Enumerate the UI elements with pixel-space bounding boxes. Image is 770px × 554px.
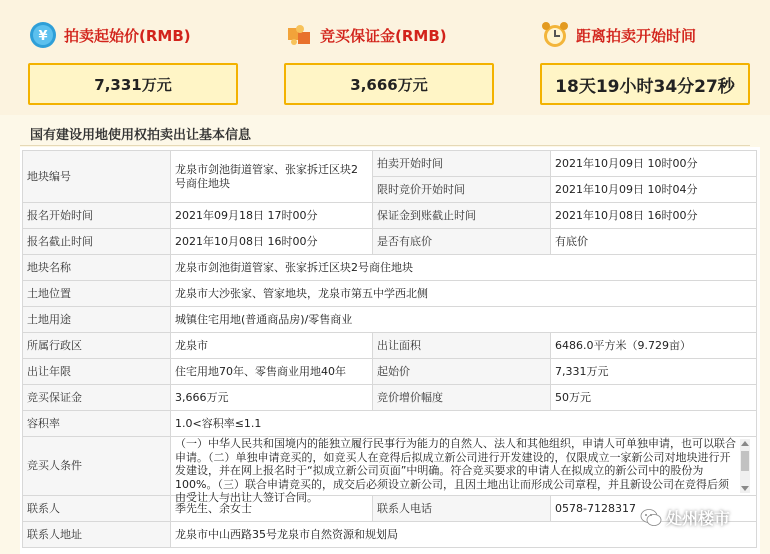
start-price-value: 7,331万元 <box>28 63 238 105</box>
watermark-text: 处州楼市 <box>666 509 731 528</box>
scroll-down-arrow-icon[interactable] <box>741 486 749 491</box>
far-value: 1.0<容积率≤1.1 <box>171 411 757 437</box>
summary-header <box>0 0 770 115</box>
start-price-card <box>28 10 238 110</box>
deposit-value: 3,666万元 <box>284 63 494 105</box>
district-label: 所属行政区 <box>23 333 171 359</box>
deposit-header <box>284 18 447 52</box>
plot-no-label: 地块编号 <box>23 151 171 203</box>
plot-name-label: 地块名称 <box>23 255 171 281</box>
area-label: 出让面积 <box>373 333 551 359</box>
deposit-deadline-value: 2021年10月08日 16时00分 <box>551 203 757 229</box>
increment-label: 竞价增价幅度 <box>373 385 551 411</box>
plot-no-value: 龙泉市剑池街道管家、张家拆迁区块2号商住地块 <box>171 151 373 203</box>
plot-name-value: 龙泉市剑池街道管家、张家拆迁区块2号商住地块 <box>171 255 757 281</box>
auction-start-label: 拍卖开始时间 <box>373 151 551 177</box>
address-label: 联系人地址 <box>23 522 171 548</box>
bidding-start-label: 限时竞价开始时间 <box>373 177 551 203</box>
countdown-title: 距离拍卖开始时间 <box>576 26 697 45</box>
scrollbar-thumb[interactable] <box>741 451 749 471</box>
wechat-icon <box>640 508 662 528</box>
watermark <box>640 506 730 529</box>
conditions-scrollbar[interactable] <box>740 439 750 493</box>
phone-value: 0578-7128317 <box>551 496 757 522</box>
area-value: 6486.0平方米（9.729亩） <box>551 333 757 359</box>
puzzle-icon <box>284 20 314 50</box>
start-price-label: 起始价 <box>373 359 551 385</box>
contact-value: 季先生、余女士 <box>171 496 373 522</box>
alarm-clock-icon <box>540 20 570 50</box>
usage-label: 土地用途 <box>23 307 171 333</box>
contact-label: 联系人 <box>23 496 171 522</box>
conditions-text: （一）中华人民共和国境内的能独立履行民事行为能力的自然人、法人和其他组织，申请人可单独申请，也可以联合申请。（二）单独申请竞买的，如竞买人在竞得后拟成立新公司进行开发建设的，仅限成立一家新公司对地块进行开发建设，并在网上报名时于“拟成立新公司页面”中明确。符合竞买要求的申请人在拟成立的新公司中的股份为100%。（三）联合申请竞买的，成交后必须设立新公司，且因土地出让而形成公司章程，并且新设公司在竞得后须由受让人与出让人签订合同。 <box>175 437 736 504</box>
deposit-table-value: 3,666万元 <box>171 385 373 411</box>
scroll-up-arrow-icon[interactable] <box>741 441 749 446</box>
district-value: 龙泉市 <box>171 333 373 359</box>
start-price-table-value: 7,331万元 <box>551 359 757 385</box>
term-value: 住宅用地70年、零售商业用地40年 <box>171 359 373 385</box>
conditions-scroll-area[interactable] <box>175 437 752 504</box>
reg-end-label: 报名截止时间 <box>23 229 171 255</box>
deposit-label: 竞买保证金 <box>23 385 171 411</box>
auction-start-value: 2021年10月09日 10时00分 <box>551 151 757 177</box>
usage-value: 城镇住宅用地(普通商品房)/零售商业 <box>171 307 757 333</box>
reg-end-value: 2021年10月08日 16时00分 <box>171 229 373 255</box>
svg-text:¥: ¥ <box>38 29 48 44</box>
start-price-header <box>28 18 191 52</box>
conditions-label: 竞买人条件 <box>23 437 171 496</box>
countdown-value: 18天19小时34分27秒 <box>540 63 750 105</box>
reserve-value: 有底价 <box>551 229 757 255</box>
address-value: 龙泉市中山西路35号龙泉市自然资源和规划局 <box>171 522 757 548</box>
location-label: 土地位置 <box>23 281 171 307</box>
location-value: 龙泉市大沙张家、管家地块，龙泉市第五中学西北侧 <box>171 281 757 307</box>
reg-start-label: 报名开始时间 <box>23 203 171 229</box>
info-table <box>22 150 757 548</box>
deposit-card <box>284 10 494 110</box>
countdown-header <box>540 18 696 52</box>
phone-label: 联系人电话 <box>373 496 551 522</box>
section-divider <box>20 145 750 146</box>
reg-start-value: 2021年09月18日 17时00分 <box>171 203 373 229</box>
far-label: 容积率 <box>23 411 171 437</box>
reserve-label: 是否有底价 <box>373 229 551 255</box>
increment-value: 50万元 <box>551 385 757 411</box>
deposit-title: 竞买保证金(RMB) <box>320 26 447 45</box>
countdown-card <box>540 10 750 110</box>
money-coin-icon <box>28 20 58 50</box>
term-label: 出让年限 <box>23 359 171 385</box>
bidding-start-value: 2021年10月09日 10时04分 <box>551 177 757 203</box>
section-title: 国有建设用地使用权拍卖出让基本信息 <box>30 128 252 143</box>
conditions-cell <box>171 437 757 504</box>
deposit-deadline-label: 保证金到账截止时间 <box>373 203 551 229</box>
start-price-title: 拍卖起始价(RMB) <box>64 26 191 45</box>
